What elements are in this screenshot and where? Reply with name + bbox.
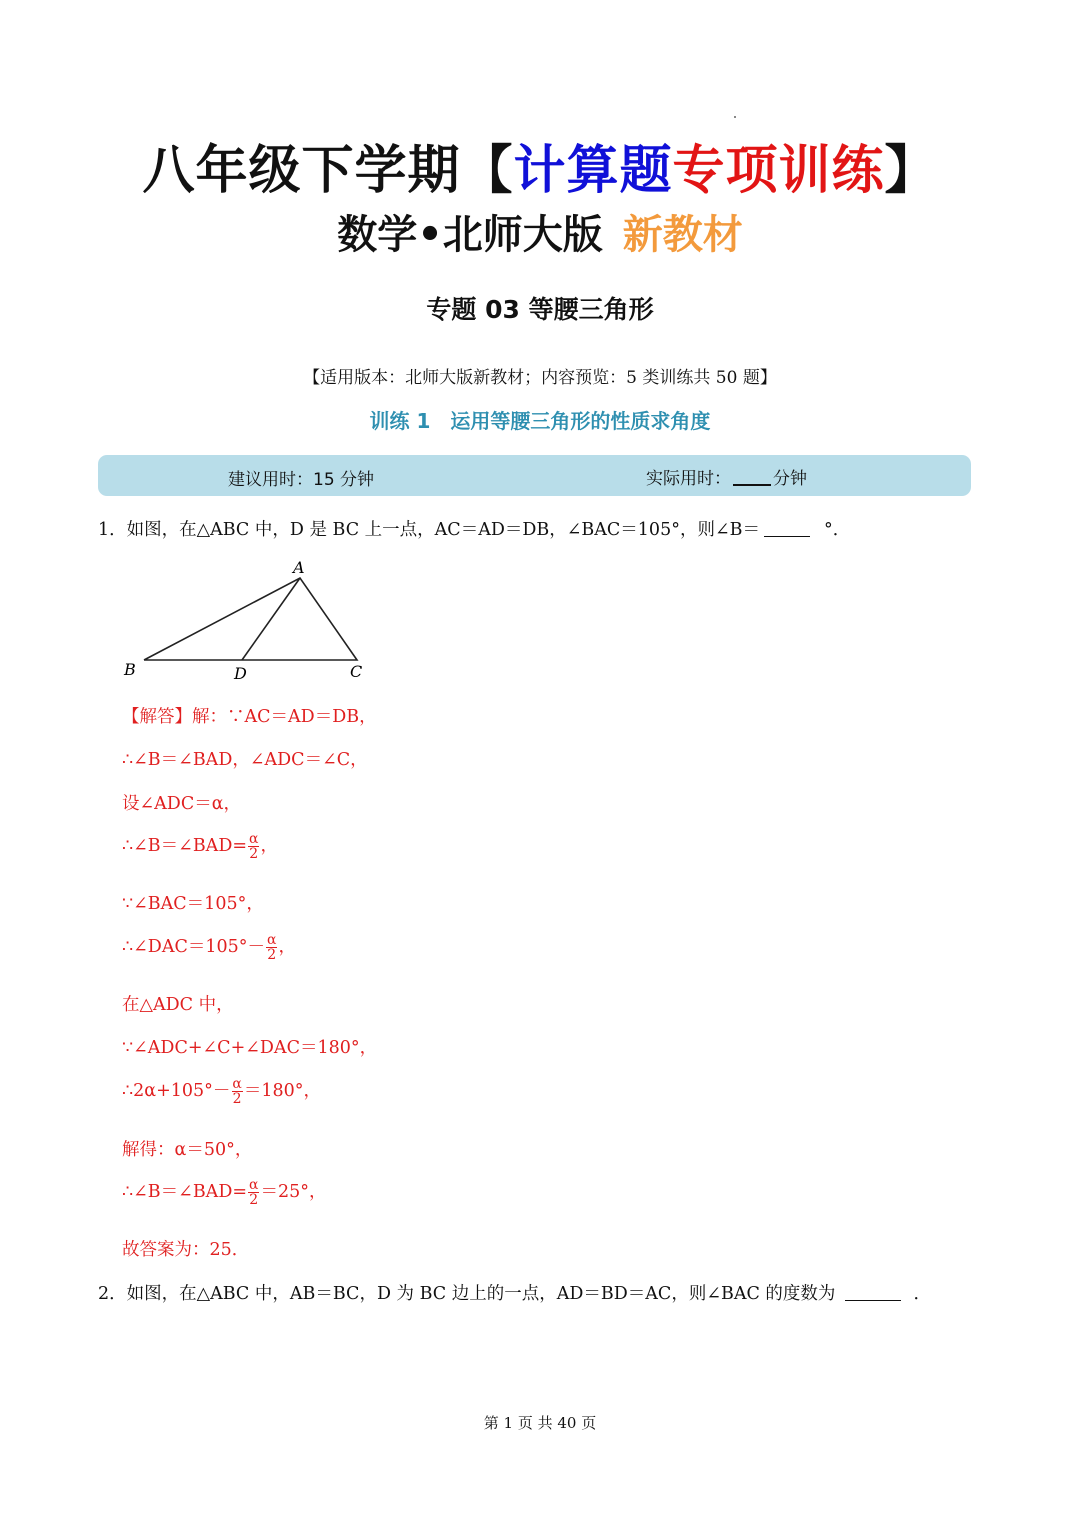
label-d: D (234, 664, 247, 683)
fraction-alpha-half: $\frac{\alpha}{2}$ (267, 932, 277, 963)
actual-time-unit: 分钟 (773, 469, 807, 489)
answer-line-2: ∴∠B＝∠BAD，∠ADC＝∠C， (122, 750, 368, 770)
answer-line-11 (122, 1178, 327, 1207)
label-c: C (350, 662, 363, 681)
question-2-tail: ． (913, 1284, 931, 1304)
answer-line-6-tail: ， (278, 937, 296, 957)
fraction-alpha-half: $\frac{\alpha}{2}$ (249, 831, 259, 862)
training-heading: 训练 1 运用等腰三角形的性质求角度 (369, 409, 711, 433)
answer-line-8: ∵∠ADC+∠C+∠DAC＝180°， (122, 1038, 378, 1058)
question-2-blank (845, 1284, 901, 1301)
answer-line-11-tail: ＝25°， (260, 1182, 327, 1202)
answer-line-6-text: ∴∠DAC＝105°－ (122, 937, 266, 957)
label-a: A (293, 558, 305, 577)
page-footer: 第 1 页 共 40 页 (483, 1414, 597, 1432)
fraction-alpha-half: $\frac{\alpha}{2}$ (249, 1177, 259, 1208)
label-b: B (124, 660, 136, 679)
actual-time-blank (733, 484, 771, 486)
triangle-figure (120, 555, 380, 685)
answer-line-11-text: ∴∠B＝∠BAD= (122, 1182, 248, 1202)
suggested-time: 建议用时：15 分钟 (228, 470, 375, 490)
actual-time (646, 464, 807, 489)
answer-line-5: ∵∠BAC＝105°， (122, 894, 264, 914)
question-2-text: 2．如图，在△ABC 中，AB＝BC，D 为 BC 边上的一点，AD＝BD＝AC，则∠BAC 的度数为 (98, 1284, 836, 1304)
answer-line-10: 解得：α＝50°， (122, 1140, 253, 1160)
subtitle-accent: 新教材 (622, 212, 743, 258)
answer-line-3: 设∠ADC＝α， (122, 794, 242, 814)
answer-line-7: 在△ADC 中， (122, 995, 234, 1015)
subtitle (0, 203, 1080, 260)
question-1-blank (764, 520, 810, 537)
topic-heading: 专题 03 等腰三角形 (426, 295, 654, 324)
actual-time-label: 实际用时： (646, 469, 731, 489)
question-1-tail: °． (823, 520, 851, 540)
title-end: 】 (884, 141, 938, 201)
segment-ad (242, 578, 300, 660)
question-2 (98, 1280, 931, 1305)
answer-line-4-tail: ， (260, 836, 278, 856)
time-bar (98, 455, 971, 496)
answer-line-1: 【解答】解：∵AC＝AD＝DB， (122, 707, 377, 727)
fraction-alpha-half: $\frac{\alpha}{2}$ (232, 1076, 242, 1107)
answer-line-9-tail: ＝180°， (243, 1081, 322, 1101)
answer-line-6 (122, 933, 296, 962)
answer-line-9-text: ∴2α+105°－ (122, 1081, 231, 1101)
answer-line-12: 故答案为：25． (122, 1240, 250, 1260)
title-part1: 八年级下学期【 (142, 141, 514, 201)
answer-line-4 (122, 832, 278, 861)
title-blue: 计算题 (513, 141, 673, 201)
meta-info: 【适用版本：北师大版新教材；内容预览：5 类训练共 50 题】 (303, 368, 777, 388)
main-title (0, 128, 1080, 203)
answer-line-9 (122, 1077, 321, 1106)
question-1 (98, 516, 850, 541)
question-1-text: 1．如图，在△ABC 中，D 是 BC 上一点，AC＝AD＝DB，∠BAC＝105°，则∠B＝ (98, 520, 760, 540)
subtitle-text: 数学•北师大版 (337, 212, 603, 258)
title-red: 专项训练 (672, 141, 885, 201)
scan-dot (734, 116, 736, 118)
answer-line-4-text: ∴∠B＝∠BAD= (122, 836, 248, 856)
